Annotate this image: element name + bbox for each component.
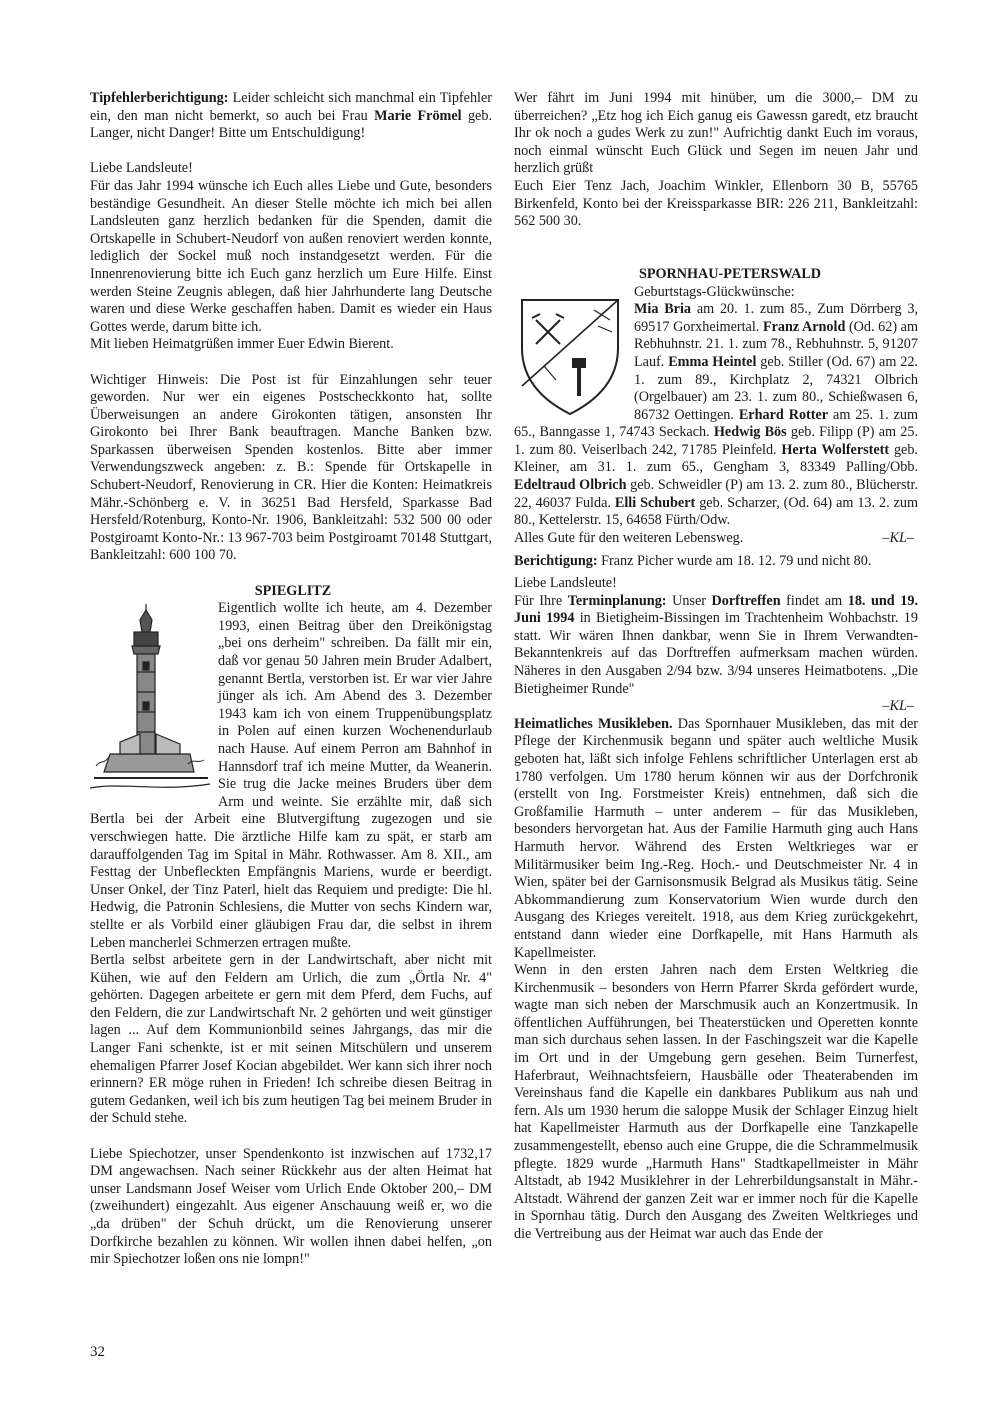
- birthday-name: Mia Bria: [634, 301, 692, 318]
- right-column: [514, 90, 918, 1244]
- birthday-name: Emma Heintel: [668, 353, 757, 370]
- birthday-wish: Alles Gute für den weiteren Lebensweg. –KL–: [514, 530, 918, 548]
- spieglitz-paragraph-2: Bertla selbst arbeitete gern in der Landwirtschaft, aber nicht mit Kühen, wie auf den Feldern am Urlich, die zum „Örtla Nr. 4" gehörten. Dagegen arbeitete er gern mit dem Pferd, dem Fuchs, auf den Feldern, die zur Landwirtschaft Nr. 2 gehörten und weit günstiger lagen ... Auf dem Kommunionbild seines Jahrgangs, das mir die Langer Fani schenkte, ist er mit seinen Mitschülern und unserem ehemaligen Pfarrer Josef Kocian abgebildet. Wer kann sich ihrer noch erinnern? ER möge ruhen in Frieden! Ich schreibe diesen Beitrag in gutem Gedanken, weil ich bis zum heutigen Tag bei meinem Bruder in der Schuld stehe.: [90, 952, 492, 1127]
- section-heading-spornhau: SPORNHAU-PETERSWALD: [638, 265, 822, 282]
- spieglitz-paragraph-3: Liebe Spiechotzer, unser Spendenkonto ist inzwischen auf 1732,17 DM angewachsen. Nach seiner Rückkehr aus der alten Heimat hat unser Landsmann Josef Weiser vom Urlich Ende Oktober 200,– DM (zweihundert) eingezahlt. Aus eigener Anschauung weiß er, wo die „da drüben" der Schuh drückt, um die Renovierung unserer Dorfkirche bezahlen zu können. Wir wollen ihnen dabei helfen, „on mir Spiechotzer loßen ons nie lompn!": [90, 1145, 492, 1268]
- section-heading-spieglitz: SPIEGLITZ: [254, 582, 332, 599]
- correction-paragraph: Berichtigung: Franz Picher wurde am 18. 12. 79 und nicht 80.: [514, 553, 872, 570]
- coat-of-arms: [514, 290, 626, 418]
- correction-label: Berichtigung:: [514, 553, 598, 570]
- new-year-paragraph: Für das Jahr 1994 wünsche ich Euch alles Liebe und Gute, besonders beständige Gesundheit. An dieser Stelle möchte ich mich bei allen Landsleuten ganz herzlich bedanken für die Spenden, damit die Ortskapelle in Schubert-Neudorf von außen renoviert werden konnte, lediglich der Sockel muß noch instandgesetzt werden. Für die Innenrenovierung bitte ich Euch ganz herzlich um Eure Hilfe. Einst werden Steine Zeugnis ablegen, daß hier Jahrhunderte lang Deutsche waren und diese Werke geschaffen haben. Damit es wieder ein Haus Gottes werde, darum bitte ich.: [90, 177, 492, 335]
- meeting-paragraph: Für Ihre Terminplanung: Unser Dorftreffen findet am 18. und 19. Juni 1994 in Bietigheim-Bissingen im Trachtenheim Wohbachstr. 19 statt. Wir wären Ihnen dankbar, wenn Sie in Ihrem Verwandten-Bekanntenkreis auf das Dorftreffen aufmerksam machen würden. Näheres in den Ausgaben 2/94 bzw. 3/94 unseres Heimatbotens. „Die Bietigheimer Runde": [514, 592, 918, 697]
- birthday-name: Elli Schubert: [614, 494, 696, 511]
- birthday-name: Edeltraud Olbrich: [514, 477, 627, 494]
- notice-paragraph: Wichtiger Hinweis: Die Post ist für Einzahlungen sehr teuer geworden. Nur wer ein eigenes Postscheckkonto hat, sollte Überweisungen an andere Girokonten tätigen, ansonsten Ihr Girokonto bei Ihrer Bank beauftragen. Manche Banken bzw. Sparkassen überweisen Spenden kostenlos. Bitte aber immer Verwendungszweck angeben: z. B.: Spende für Ortskapelle in Schubert-Neudorf, Renovierung in CR. Hier die Konten: Heimatkreis Mähr.-Schönberg e. V. in 36251 Bad Hersfeld, Sparkasse Bad Hersfeld/Rotenburg, Konto-Nr. 1906, Bankleitzahl: 532 500 00 oder Postgiroamt Konto-Nr.: 13 967-703 beim Postgiroamt 70148 Stuttgart, Bankleitzahl: 600 100 70.: [90, 371, 492, 564]
- coat-of-arms-icon: [514, 290, 626, 418]
- tower-icon: [90, 602, 210, 794]
- person-name: Marie Frömel: [374, 107, 462, 124]
- signature-kl: –KL–: [882, 529, 914, 546]
- page-number: 32: [90, 1344, 105, 1360]
- birthday-name: Franz Arnold: [762, 318, 846, 335]
- spieglitz-paragraph-1: Eigentlich wollte ich heute, am 4. Dezember 1993, einen Beitrag über den Dreikönigstag „bei ons derheim" schreiben. Da fällt mir ein, daß vor genau 50 Jahren mein Bruder Adalbert, genannt Bertla, verstorben ist. Er war vier Jahre jünger als ich. Am Abend des 3. Dezember 1943 kam ich von einem Truppenübungsplatz in Polen auf einen kurzen Wochenendurlaub nach Hause. Auf einem Perron am Bahnhof in Hannsdorf traf ich meine Mutter, da Weanerin. Sie trug die Jacke meines Bruders über dem Arm und weinte. Sie erzählte mir, daß sich Bertla bei der Arbeit eine Blutvergiftung zugezogen und sie verschwiegen hatte. Die ärztliche Hilfe kam zu spät, er starb am darauffolgenden Tag im Spital in Mähr. Rothwasser. Am 8. XII., am Festtag der Unbefleckten Empfängnis Mariens, wurde er beerdigt. Unser Onkel, der Tinz Paterl, hielt das Requiem und predigte: Die hl. Hedwig, die Patronin Schlesiens, die Mutter von sechs Kindern war, stellte er als Vorbild einer gläubigen Frau dar, die selbst in ihrem Leben mancherlei Schmerzen ertragen mußte.: [90, 600, 492, 951]
- birthday-name: Hedwig Bös: [713, 424, 787, 441]
- birthday-name: Erhard Rotter: [738, 406, 829, 423]
- greeting: Liebe Landsleute!: [514, 575, 617, 592]
- left-column: [90, 90, 492, 1269]
- signature-kl: –KL–: [882, 698, 914, 715]
- spieglitz-signature: Euch Eier Tenz Jach, Joachim Winkler, Ellenborn 30 B, 55765 Birkenfeld, Konto bei der Kreissparkasse BIR: 226 211, Bankleitzahl: 562 500 30.: [514, 177, 918, 230]
- tower-illustration: [90, 602, 210, 794]
- music-label: Heimatliches Musikleben.: [514, 715, 673, 732]
- birthday-intro: Geburtstags-Glückwünsche:: [634, 283, 795, 300]
- greeting: Liebe Landsleute!: [90, 160, 193, 177]
- music-paragraph: Heimatliches Musikleben. Das Spornhauer Musikleben, das mit der Pflege der Kirchenmusik begann und später auch weltliche Musik geboten hat, läßt sich infolge Fehlens schriftlicher Unterlagen erst ab 1780 verfolgen. Um 1780 herum können wir aus der Dorfchronik (erstellt von Ing. Forstmeister Kreis) entnehmen, daß sich die Großfamilie Harmuth – unter anderem – für das Musikleben, besonders hervorgetan hat. Aus der Familie Harmuth ging auch Hans Harmuth hervor. Während des Ersten Weltkrieges war er Militärmusiker beim Ing.-Reg. Hoch.- und Deutschmeister Nr. 4 in Wien, später bei der Garnisonsmusik Belgrad als Musikus tätig. Seine Abkommandierung zum Konservatorium Wien wurde durch den Ausgang des Krieges vereitelt. 1918, aus dem Krieg zurückgekehrt, entstand dann wieder eine Dorfkapelle, mit Hans Harmuth als Kapellmeister.: [514, 715, 918, 961]
- typo-correction-label: Tipfehlerberichtigung:: [90, 90, 229, 106]
- signature-line: Mit lieben Heimatgrüßen immer Euer Edwin Bierent.: [90, 336, 394, 353]
- spieglitz-paragraph-4: Wer fährt im Juni 1994 mit hinüber, um die 3000,– DM zu überreichen? „Etz hog ich Eich ganug eis Gawessn garedt, etz braucht Ihr ok noch a gudes Werk zu zun!" Aufrichtig dankt Euch im voraus, noch einmal wünscht Euch Glück und Segen im neuen Jahr und herzlich grüßt: [514, 90, 918, 177]
- birthday-list: Mia Bria am 20. 1. zum 85., Zum Dörrberg 3, 69517 Gorxheimertal. Franz Arnold (Od. 62) am Rebhuhnstr. 21. 1. zum 78., Rebhuhnstr. 5, 91207 Lauf. Emma Heintel geb. Stiller (Od. 67) am 22. 1. zum 89., Kirchplatz 2, 74321 Olbrich (Orgelbauer) am 23. 1. zum 80., Schießwasen 6, 86732 Oettingen. Erhard Rotter am 25. 1. zum 65., Banngasse 1, 74743 Seckach. Hedwig Bös geb. Filipp (P) am 25. 1. zum 80. Veiserlbach 242, 71785 Pleinfeld. Herta Wolferstett geb. Kleiner, am 31. 1. zum 65., Gengham 3, 83349 Palling/Obb. Edeltraud Olbrich geb. Schweidler (P) am 13. 2. zum 80., Blücherstr. 22, 46037 Fulda. Elli Schubert geb. Scharzer, (Od. 64) am 13. 2. zum 80., Kettelerstr. 15, 64658 Fürth/Odw.: [514, 301, 918, 529]
- birthday-name: Herta Wolferstett: [781, 441, 890, 458]
- typo-correction-paragraph: Tipfehlerberichtigung: Leider schleicht sich manchmal ein Tipfehler ein, den man nicht bemerkt, so auch bei Frau Marie Frömel geb. Langer, nicht Danger! Bitte um Entschuldigung!: [90, 90, 492, 142]
- music-paragraph-2: Wenn in den ersten Jahren nach dem Ersten Weltkrieg die Kirchenmusik – besonders von Herrn Pfarrer Skrda gefördert wurde, wagte man sich neben der Marschmusik auch an Konzertmusik. In öffentlichen Aufführungen, bei Theaterstücken und Operetten konnte man sich durchaus sehen lassen. In der Faschingszeit war die Kapelle im Ort und in der Umgebung gern gesehen. Beim Turnerfest, Haferbraut, Weihnachtsfeiern, Hausbälle oder Theaterabenden im Vereinshaus fand die Kapelle ein dankbares Publikum aus nah und fern. Als um 1930 herum die saloppe Musik der Schlager Einzug hielt hat Kapellmeister Harmuth aus der Dorfkapelle eine Tanzkapelle zusammengestellt, ebenso auch eine Gruppe, die die Schrammelmusik pflegte. 1829 wurde „Harmuth Hans" Stadtkapellmeister in Mähr Altstadt, ab 1942 Musiklehrer in der Lehrerbildungsanstalt in Mähr.-Altstadt. Während der ganzen Zeit war er immer noch für die Kapelle in Spornhau tätig. Durch den Ausgang des Zweiten Weltkrieges und die Vertreibung aus der Heimat war auch das Ende der: [514, 962, 918, 1242]
